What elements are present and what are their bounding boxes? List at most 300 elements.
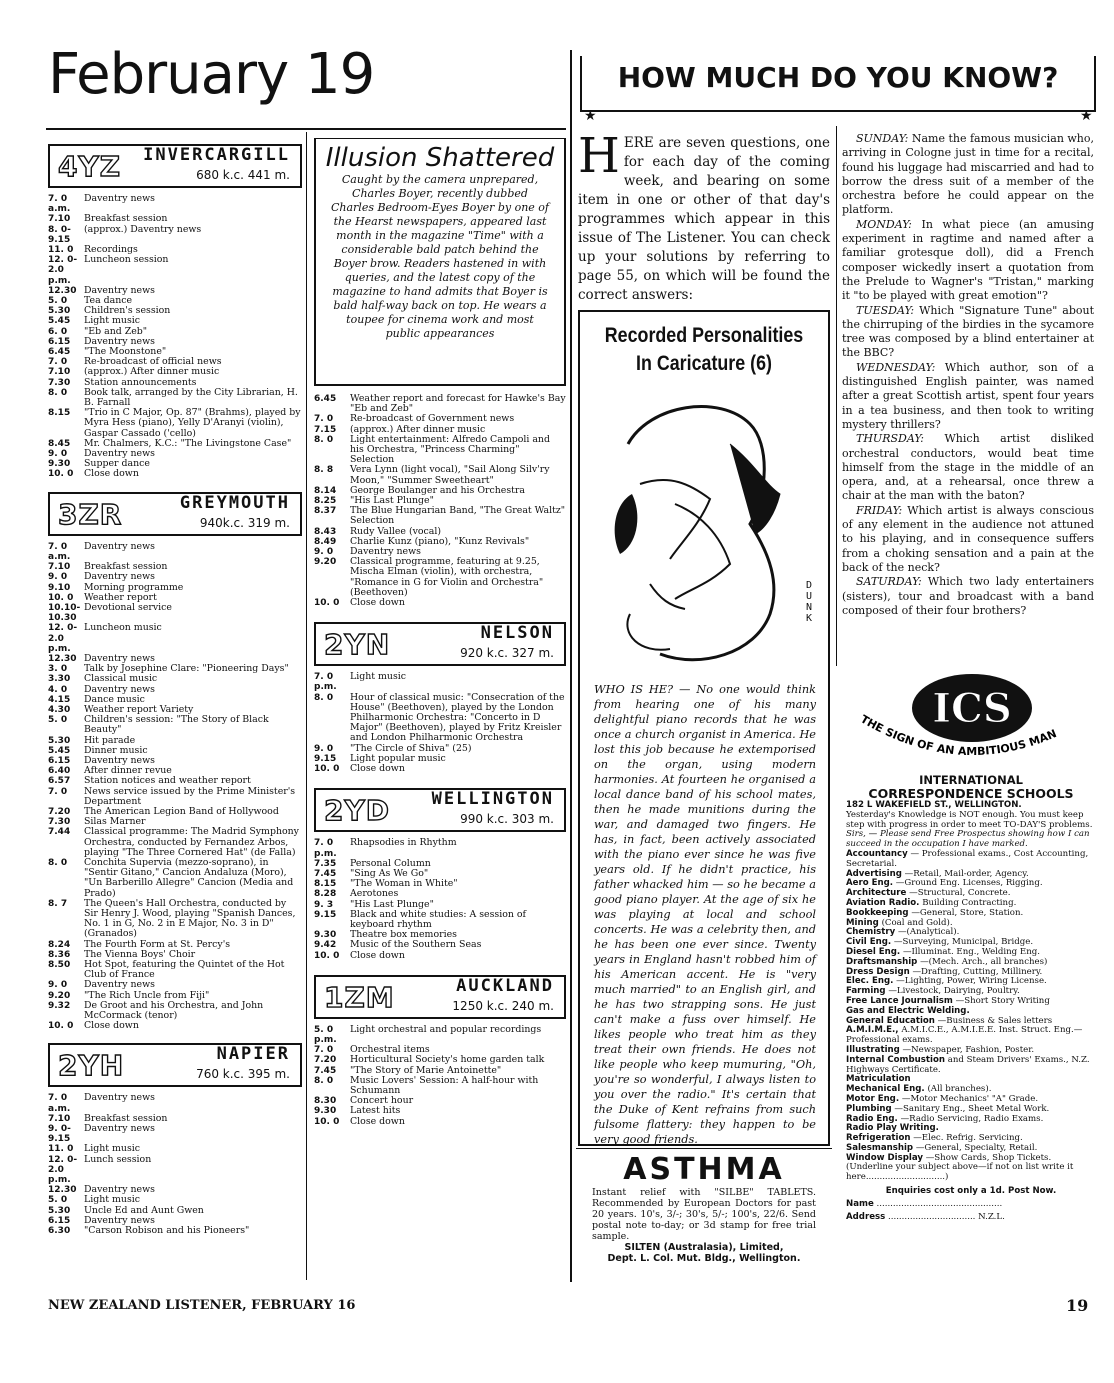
course-detail: —Structural, Concrete. <box>909 888 1011 899</box>
programme-time: 7.44 <box>48 827 71 838</box>
programme-time: 7. 0 <box>314 414 334 425</box>
station-header-invercargill <box>48 144 302 188</box>
programme-title: Hit parade <box>84 734 136 746</box>
station-call-sign: 2YD <box>324 794 390 828</box>
ics-name-label: Name <box>846 1198 874 1209</box>
programme-title: Close down <box>350 1115 405 1127</box>
programme-list-napier-continued <box>314 394 566 608</box>
programme-time: 5.45 <box>48 745 71 756</box>
programme-item <box>48 225 302 245</box>
quiz-intro-text: ERE are seven questions, one for each day of the coming week, and bearing on some item in one or other of that day's programmes which appear in this issue of The Listener. You can check up your solutions by referring to page 55, on which will be found the correct answers: <box>578 135 830 303</box>
programme-title: Black and white studies: A session of keyboard rhythm <box>350 908 526 930</box>
programme-title: Aerotones <box>350 888 399 900</box>
course-name: Matriculation <box>846 1074 911 1085</box>
programme-time: 9.15 <box>314 909 337 920</box>
programme-title: Morning programme <box>84 581 184 593</box>
programme-title: Re-broadcast of Government news <box>350 413 515 425</box>
course-detail: Building Contracting. <box>922 897 1017 908</box>
programme-time: 8.28 <box>314 889 337 900</box>
programme-title: Classical programme: The Madrid Symphony Orchestra, conducted by Fernandez Arbos, playing "The Three Cornered Hat" (de Falla) <box>84 826 299 858</box>
course-detail: (All branches). <box>927 1084 992 1095</box>
programme-item <box>314 435 566 466</box>
question-text: Which "Signature Tune" about the chirruping of the birdies in the sycamore tree was composed by a blind entertainer at the BBC? <box>842 303 1094 360</box>
programme-item <box>48 1093 302 1113</box>
programme-item <box>314 598 566 608</box>
station-name: GREYMOUTH <box>179 492 290 513</box>
programme-title: Light music <box>84 315 140 327</box>
course-detail: A.M.I.C.E., A.M.I.E.E. Inst. Struct. Eng.—Professional exams. <box>846 1025 1083 1046</box>
programme-title: "Eb and Zeb" <box>84 325 148 337</box>
illusion-title: Illusion Shattered <box>325 143 555 173</box>
programme-time: 7.10 <box>48 1113 71 1124</box>
programme-title: Dance music <box>84 693 145 705</box>
programme-title: Music Lovers' Session: A half-hour with Schumann <box>350 1074 539 1096</box>
course-detail: —Business & Sales letters <box>937 1015 1053 1026</box>
page-number: 19 <box>1066 1296 1089 1315</box>
programme-title: Rhapsodies in Rhythm <box>350 837 457 849</box>
course-name: Aero Eng. <box>846 878 894 889</box>
station-header-auckland <box>314 975 566 1019</box>
course-detail: —Newspaper, Fashion, Poster. <box>902 1044 1035 1055</box>
programme-time: 8.43 <box>314 526 337 537</box>
station-header-napier <box>48 1043 302 1087</box>
question-paragraph <box>842 132 1094 218</box>
programme-item <box>48 388 302 408</box>
programme-time: 10. 0 <box>48 469 74 480</box>
programme-item <box>314 889 566 899</box>
ics-logo <box>846 670 1096 770</box>
programme-item <box>314 1025 566 1045</box>
programme-time: 9. 0 <box>48 572 68 583</box>
programme-time: 5.30 <box>48 306 71 317</box>
programme-title: "His Last Plunge" <box>350 898 434 910</box>
station-frequency: 940k.c. 319 m. <box>199 515 290 530</box>
programme-time: 8.25 <box>314 496 337 507</box>
question-text: Which two lady entertainers (sisters), tour and broadcast with a band composed of their four brothers? <box>842 575 1095 617</box>
programme-time: 5.45 <box>48 316 71 327</box>
programme-time: 8. 0 <box>314 434 334 445</box>
programme-title: Children's session: "The Story of Black Beauty" <box>84 714 269 736</box>
programme-title: (approx.) After dinner music <box>84 366 220 378</box>
programme-item <box>48 1226 302 1236</box>
programme-time: 9. 0-9.15 <box>48 1124 71 1145</box>
programme-time: 9. 3 <box>314 899 334 910</box>
ics-address-line[interactable]: Address ................................ N.Z.L. <box>846 1211 1005 1222</box>
ics-name2: CORRESPONDENCE SCHOOLS <box>868 786 1074 801</box>
question-day: THURSDAY: <box>856 432 924 446</box>
question-text: Which artist is always conscious of any element in the audience not attuned to his playing, and in consequence suffers from a choking sensation and a pain at the back of the neck? <box>842 503 1094 574</box>
course-name: Gas and Electric Welding. <box>846 1005 970 1016</box>
station-name: NAPIER <box>216 1044 290 1065</box>
programme-title: Re-broadcast of official news <box>84 356 222 368</box>
programme-time: 10. 0 <box>48 1021 74 1032</box>
programme-title: Classical programme, featuring at 9.25, Mischa Elman (violin), with orchestra, "Romance in G for Violin and Orchestra" (Beethoven) <box>350 556 544 598</box>
programme-item <box>314 940 566 950</box>
programme-time: 10.10-10.30 <box>48 602 81 624</box>
ics-enquiries: Enquiries cost only a 1d. Post Now. <box>885 1186 1057 1197</box>
programme-title: (approx.) Daventry news <box>84 223 202 235</box>
ics-name-line[interactable]: Name .............................................. <box>846 1198 1003 1209</box>
question-item <box>842 132 1094 218</box>
asthma-title: ASTHMA <box>623 1152 785 1187</box>
programme-title: "Carson Robison and his Pioneers" <box>84 1225 250 1237</box>
station-name: NELSON <box>480 623 554 644</box>
station-call-sign: 1ZM <box>324 980 395 1014</box>
course-name: Farming <box>846 986 886 997</box>
programme-item <box>48 408 302 439</box>
programme-time: 7. 0 a.m. <box>48 541 71 562</box>
programme-title: Weather report and forecast for Hawke's Bay "Eb and Zeb" <box>350 393 566 415</box>
column-divider <box>306 132 307 1280</box>
programme-time: 9.42 <box>314 940 337 951</box>
programme-time: 5.30 <box>48 735 71 746</box>
drop-cap: H <box>578 128 620 184</box>
question-paragraph <box>842 304 1094 361</box>
programme-title: Light music <box>350 671 406 683</box>
programme-item <box>314 838 566 858</box>
programme-item <box>48 1155 302 1186</box>
programme-time: 12.30 <box>48 285 77 296</box>
recorded-caption: WHO IS HE? — No one would think from hearing one of his many delightful piano records that he was once a church organist in America. He lost this job because he extemporised on the organ, using modern harmonies. At fourteen he organised a local dance band of his school mates, then he made munitions during the war, and damaged two fingers. He has, in fact, been actively associated with the piano ever since he was five years old. If he didn't practice, his father whacked him — so he became a good piano player. At the age of six he was playing at local and school concerts. He was a celebrity then, and he has been one ever since. Twenty years in England hasn't robbed him of his American accent. He is "very much married" to an English girl, and he has two strapping sons. He just can't make a fuss over himself. He likes people who treat him as they treat their own friends. He does not like people who keep mumuring, "Oh, you're so wonderful, I always listen to you over the radio." It's certain that the Duke of Kent refrains from such fulsome flattery: they happen to be very good friends. <box>594 683 816 1146</box>
recorded-title-line2: In Caricature (6) <box>636 352 772 375</box>
programme-list-nelson <box>314 672 566 774</box>
programme-title: "The Story of Marie Antoinette" <box>350 1064 502 1076</box>
programme-title: Daventry news <box>84 1184 155 1196</box>
programme-title: Recordings <box>84 244 138 256</box>
programme-time: 6.45 <box>48 347 71 358</box>
programme-time: 7. 0 <box>48 357 68 368</box>
ics-address: 182 L WAKEFIELD ST., WELLINGTON. <box>846 800 1022 810</box>
question-day: MONDAY: <box>856 217 912 231</box>
question-paragraph <box>842 575 1094 618</box>
programme-item <box>48 469 302 479</box>
programme-title: Hour of classical music: "Consecration of the House" (Beethoven), played by the London Philharmonic Orchestra: "Concerto in D Major" (Beethoven), played by Fritz Kreisler and London Philharmonic Orchestra <box>350 691 565 744</box>
page-date: February 19 <box>48 42 375 107</box>
question-text: Which author, son of a distinguished English painter, was named after a great Scottish artist, spent four years in a tea business, and then took to writing mystery thrillers? <box>842 360 1094 431</box>
question-list <box>842 132 1094 618</box>
programme-time: 7.45 <box>314 868 337 879</box>
course-name: General Education <box>846 1015 935 1026</box>
programme-time: 7.30 <box>48 377 71 388</box>
programme-title: "The Rich Uncle from Fiji" <box>84 989 210 1001</box>
programme-item <box>48 674 302 684</box>
course-detail: —Ground Eng. Licenses, Rigging. <box>895 878 1043 889</box>
programme-title: Daventry news <box>84 335 155 347</box>
programme-item <box>314 465 566 485</box>
programme-title: Weather report Variety <box>84 703 194 715</box>
programme-time: 9.30 <box>314 930 337 941</box>
programme-time: 8.49 <box>314 536 337 547</box>
programme-title: Light entertainment: Alfredo Campoli and his Orchestra, "Princess Charming" Selection <box>350 433 550 466</box>
programme-time: 8.36 <box>48 949 71 960</box>
course-detail: —(Analytical). <box>897 927 960 938</box>
programme-time: 7. 0 p.m. <box>314 838 337 859</box>
course-name: Motor Eng. <box>846 1093 900 1104</box>
course-name: Architecture <box>846 888 907 899</box>
programme-time: 7. 0 a.m. <box>48 194 71 215</box>
programme-list-auckland <box>314 1025 566 1127</box>
programme-title: Theatre box memories <box>350 929 457 941</box>
programme-item <box>314 1117 566 1127</box>
course-name: Illustrating <box>846 1044 900 1055</box>
illusion-text: Caught by the camera unprepared, Charles Boyer, recently dubbed Charles Bedroom-Eyes Boyer by one of the Hearst newspapers, appeared last month in the magazine "Time" with a considerable bald patch behind the Boyer brow. Readers hastened in with queries, and the latest copy of the magazine to hand admits that Boyer is bald half-way back on top. He wears a toupee for cinema work and most public appearances <box>330 173 549 341</box>
course-detail: —Motor Mechanics' "A" Grade. <box>901 1093 1039 1104</box>
programme-title: Charlie Kunz (piano), "Kunz Revivals" <box>350 535 530 547</box>
star-icon: ★ <box>1080 108 1093 124</box>
question-day: TUESDAY: <box>856 303 915 317</box>
station-call-sign: 2YH <box>58 1049 125 1083</box>
programme-item <box>48 1001 302 1021</box>
programme-time: 6.40 <box>48 766 71 777</box>
programme-time: 6.45 <box>314 394 337 404</box>
station-name: AUCKLAND <box>456 975 554 996</box>
quiz-questions <box>842 132 1094 618</box>
programme-time: 6.15 <box>48 1215 71 1226</box>
programme-title: Close down <box>350 597 405 609</box>
programme-item <box>48 787 302 807</box>
programme-time: 7.35 <box>314 858 337 869</box>
recorded-title <box>580 322 828 378</box>
course-name: Mining <box>846 917 879 928</box>
programme-time: 11. 0 <box>48 1144 74 1155</box>
star-icon: ★ <box>584 108 597 124</box>
question-paragraph <box>842 361 1094 432</box>
programme-item <box>314 693 566 744</box>
programme-time: 12.30 <box>48 653 77 664</box>
programme-title: Breakfast session <box>84 561 168 573</box>
programme-title: Daventry news <box>84 1214 155 1226</box>
station-header-wellington <box>314 788 566 832</box>
programme-title: Daventry news <box>84 193 155 204</box>
station-call-sign: 4YZ <box>58 150 122 183</box>
programme-time: 7. 0 a.m. <box>48 1093 71 1114</box>
question-text: Name the famous musician who, arriving in Cologne just in time for a recital, found his luggage had miscarried and had to borrow the dress suit of a member of the orchestra before he could appear on the platform. <box>842 132 1095 217</box>
programme-time: 9.30 <box>48 459 71 470</box>
programme-time: 7.10 <box>48 214 71 225</box>
programme-time: 6.15 <box>48 336 71 347</box>
programme-item <box>314 764 566 774</box>
programme-title: Daventry news <box>84 1092 155 1104</box>
course-name: Accountancy <box>846 848 908 859</box>
programme-time: 8.15 <box>314 879 337 890</box>
programme-title: Close down <box>84 1020 139 1032</box>
programme-title: Luncheon session <box>84 254 169 266</box>
programme-title: Classical music <box>84 673 158 685</box>
programme-time: 5. 0 <box>48 296 68 307</box>
course-name: Civil Eng. <box>846 937 892 948</box>
programme-title: "The Circle of Shiva" (25) <box>350 742 472 754</box>
programme-time: 8. 8 <box>314 465 334 476</box>
ics-slogan: THE SIGN OF AN AMBITIOUS MAN <box>858 712 1059 759</box>
programme-time: 9. 0 <box>48 449 68 460</box>
course-name: Free Lance Journalism <box>846 995 953 1006</box>
programme-item <box>48 715 302 735</box>
programme-time: 9.20 <box>48 990 71 1001</box>
programme-title: The Queen's Hall Orchestra, conducted by Sir Henry J. Wood, playing "Spanish Dances, No. 1 in G, No. 2 in E Major, No. 3 in D" (Granados) <box>84 897 296 940</box>
programme-title: Dinner music <box>84 744 148 756</box>
station-name: INVERCARGILL <box>143 145 290 165</box>
programme-title: Close down <box>84 468 139 480</box>
programme-time: 7.45 <box>314 1065 337 1076</box>
programme-title: Station notices and weather report <box>84 775 251 787</box>
programme-item <box>48 858 302 899</box>
programme-title: Children's session <box>84 305 171 317</box>
station-frequency: 990 k.c. 303 m. <box>460 812 554 827</box>
course-detail: —(Mech. Arch., all branches) <box>920 956 1048 967</box>
ics-logo-text: ICS <box>932 685 1012 732</box>
programme-item <box>48 899 302 940</box>
programme-item <box>48 542 302 562</box>
programme-title: Latest hits <box>350 1105 401 1117</box>
programme-title: Light music <box>84 1194 140 1206</box>
programme-time: 7.15 <box>314 424 337 435</box>
asthma-ad <box>578 1152 830 1264</box>
course-detail: —Livestock, Dairying, Poultry. <box>888 986 1020 997</box>
programme-item <box>314 951 566 961</box>
question-item <box>842 304 1094 361</box>
programme-title: Mr. Chalmers, K.C.: "The Livingstone Case" <box>84 437 292 449</box>
programme-item <box>48 960 302 980</box>
course-name: Mechanical Eng. <box>846 1084 925 1095</box>
ics-address-label: Address <box>846 1211 886 1222</box>
programme-title: Orchestral items <box>350 1044 430 1056</box>
course-detail: (Coal and Gold). <box>881 917 953 928</box>
ics-intro: Yesterday's Knowledge is NOT enough. You must keep step with progress in order to meet TO-DAY'S problems. <box>846 809 1093 830</box>
programme-title: The Blue Hungarian Band, "The Great Waltz" Selection <box>350 505 566 527</box>
course-detail: —Surveying, Municipal, Bridge. <box>893 937 1034 948</box>
course-detail: —Retail, Mail-order, Agency. <box>904 868 1029 879</box>
course-name: Salesmanship <box>846 1142 914 1153</box>
programme-time: 8.50 <box>48 960 71 971</box>
footer-divider <box>576 1148 832 1149</box>
question-paragraph <box>842 218 1094 304</box>
programme-time: 4.30 <box>48 704 71 715</box>
recorded-personalities-box <box>578 310 830 1146</box>
programme-title: "Sing As We Go" <box>350 867 429 879</box>
programme-title: Rudy Vallee (vocal) <box>350 525 442 537</box>
ics-course-item <box>846 850 1096 870</box>
programme-time: 7.20 <box>48 806 71 817</box>
course-name: Elec. Eng. <box>846 976 894 987</box>
course-name: A.M.I.M.E., <box>846 1025 899 1036</box>
quiz-title: HOW MUCH DO YOU KNOW? <box>617 61 1059 94</box>
course-name: Refrigeration <box>846 1133 911 1144</box>
programme-time: 8.37 <box>314 506 337 517</box>
programme-time: 12.30 <box>48 1185 77 1196</box>
station-call-sign: 2YN <box>324 628 391 662</box>
course-name: Draftsmanship <box>846 956 918 967</box>
programme-title: Supper dance <box>84 458 150 470</box>
programme-time: 9.30 <box>314 1106 337 1117</box>
asthma-address: Dept. L. Col. Mut. Bldg., Wellington. <box>607 1253 801 1264</box>
programme-item <box>314 557 566 598</box>
programme-title: Breakfast session <box>84 213 168 225</box>
programme-title: Devotional service <box>84 601 172 613</box>
programme-time: 8. 0 <box>314 692 334 703</box>
programme-time: 8.15 <box>48 408 71 419</box>
station-frequency: 1250 k.c. 240 m. <box>452 998 554 1013</box>
programme-time: 8. 0-9.15 <box>48 224 71 245</box>
course-name: Dress Design <box>846 966 910 977</box>
programme-time: 12. 0-2.0 p.m. <box>48 255 78 286</box>
programme-item <box>48 194 302 214</box>
programme-time: 8. 0 <box>314 1075 334 1086</box>
programme-title: "Trio in C Major, Op. 87" (Brahms), played by Myra Hess (piano), Yelly D'Aranyi (violin), Gaspar Cassado ('cello) <box>84 407 301 439</box>
course-name: Advertising <box>846 868 902 879</box>
programme-time: 9. 0 <box>48 980 68 991</box>
programme-item <box>48 623 302 654</box>
programme-title: Daventry news <box>84 754 155 766</box>
ics-course-item <box>846 1056 1096 1076</box>
station-call-sign: 3ZR <box>58 497 123 531</box>
programme-time: 10. 0 <box>314 1116 340 1127</box>
programme-title: Vera Lynn (light vocal), "Sail Along Silv'ry Moon," "Summer Sweetheart" <box>350 464 550 486</box>
question-day: SATURDAY: <box>856 575 922 589</box>
course-detail: —Short Story Writing <box>955 995 1050 1006</box>
column-divider <box>570 50 572 1282</box>
programme-title: Close down <box>350 763 405 775</box>
course-name: Bookkeeping <box>846 907 909 918</box>
programme-time: 12. 0-2.0 p.m. <box>48 1154 78 1186</box>
programme-time: 9. 0 <box>314 547 334 558</box>
quiz-header-box <box>580 56 1096 112</box>
station-frequency: 920 k.c. 327 m. <box>460 646 554 661</box>
question-day: SUNDAY: <box>856 132 909 145</box>
programme-time: 8.45 <box>48 438 71 449</box>
programme-title: (approx.) After dinner music <box>350 423 486 435</box>
course-name: Window Display <box>846 1152 923 1163</box>
programme-title: Daventry news <box>84 571 155 583</box>
programme-title: Daventry news <box>84 979 155 991</box>
programme-time: 7.10 <box>48 367 71 378</box>
programme-title: Weather report <box>84 591 157 603</box>
programme-title: Uncle Ed and Aunt Gwen <box>84 1204 204 1216</box>
programme-title: News service issued by the Prime Minister's Department <box>84 785 296 807</box>
station-header-greymouth <box>48 492 302 536</box>
course-detail: —Radio Servicing, Radio Exams. <box>900 1113 1044 1124</box>
programme-time: 4. 0 <box>48 684 68 695</box>
programme-time: 8. 0 <box>48 387 68 398</box>
programme-time: 5.30 <box>48 1205 71 1216</box>
programme-title: Concert hour <box>350 1095 414 1107</box>
quiz-intro <box>578 128 830 305</box>
programme-title: Hot Spot, featuring the Quintet of the Hot Club of France <box>84 959 285 981</box>
programme-time: 7. 0 <box>314 1045 334 1056</box>
programme-list-napier <box>48 1093 302 1236</box>
question-day: WEDNESDAY: <box>856 360 936 374</box>
programme-time: 7.10 <box>48 562 71 573</box>
programme-title: De Groot and his Orchestra, and John McCormack (tenor) <box>84 999 264 1022</box>
question-day: FRIDAY: <box>856 503 903 517</box>
ics-nzl: N.Z.L. <box>978 1211 1005 1222</box>
programme-time: 8.24 <box>48 939 71 950</box>
programme-title: Conchita Supervia (mezzo-soprano), in "Sentir Gitano," Cancion Andaluza (Moro), "Un Barberillo Allegre" Cancion (Media and Prado) <box>84 856 294 899</box>
programme-time: 9.32 <box>48 1000 71 1011</box>
ics-sirs: Sirs, — Please send Free Prospectus showing how I can succeed in the occupation I have marked. <box>846 829 1090 850</box>
course-name: Aviation Radio. <box>846 897 920 908</box>
programme-item <box>314 394 566 414</box>
course-name: Chemistry <box>846 927 896 938</box>
programme-title: Light music <box>84 1143 140 1155</box>
programme-item <box>48 1021 302 1031</box>
programme-title: The Vienna Boys' Choir <box>84 948 196 960</box>
programme-title: Talk by Josephine Clare: "Pioneering Days" <box>84 663 289 675</box>
programme-time: 5. 0 p.m. <box>314 1024 337 1045</box>
programme-title: Daventry news <box>84 540 155 552</box>
programme-item <box>314 910 566 930</box>
programme-title: "The Woman in White" <box>350 878 458 890</box>
programme-title: Close down <box>350 949 405 961</box>
